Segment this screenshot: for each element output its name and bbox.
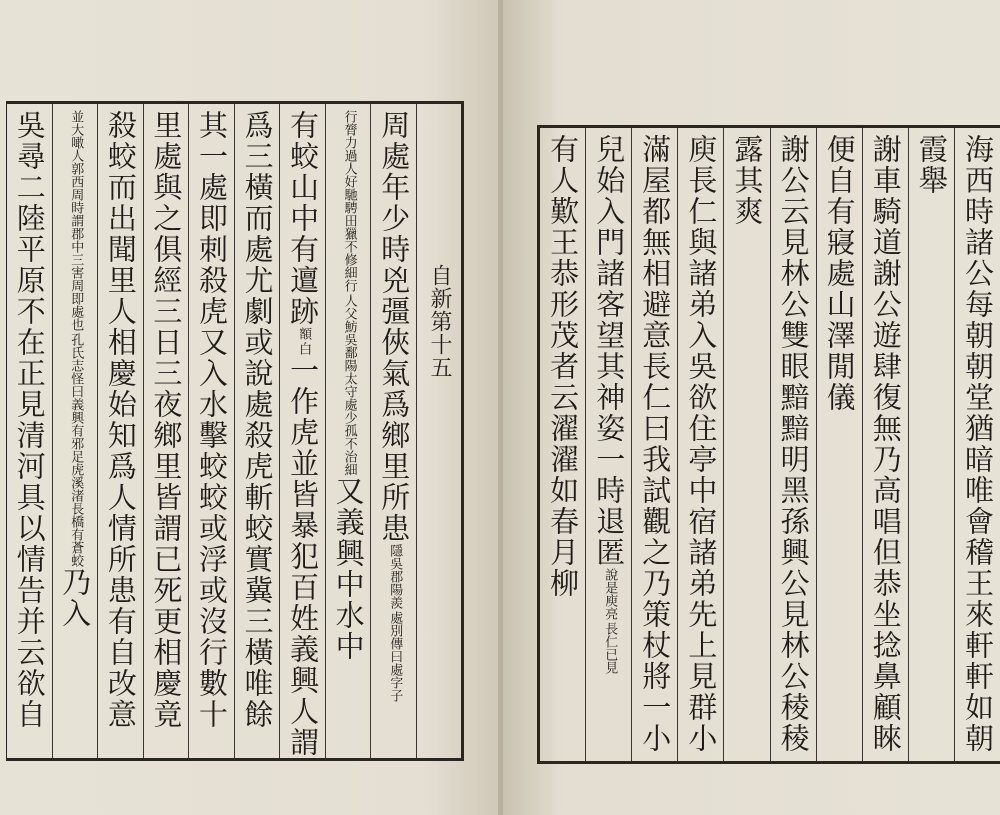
annotation: 白 額 [296,327,312,355]
right-page [503,0,1000,815]
main-text: 露其爽 [730,134,765,227]
main-text: 庾長仁與諸弟入吳欲住亭中宿諸弟先上見群小 [684,134,719,754]
left-columns [7,104,461,758]
text-column [723,128,769,761]
main-text: 周處年少時兇彊俠氣爲鄉里所患 [377,110,412,544]
text-column [540,128,585,761]
right-columns [540,128,1000,761]
text-column [279,104,325,758]
chapter-heading-column [416,104,461,758]
text-column [816,128,862,761]
main-text: 一作虎並皆暴犯百姓義興人謂 [286,355,321,758]
text-column [370,104,416,758]
main-text: 乃入 [58,567,93,629]
text-column [677,128,723,761]
text-column [52,104,98,758]
main-text: 里處與之俱經三日三夜鄉里皆謂已死更相慶竟 [149,110,184,730]
text-column [862,128,908,761]
main-text: 其一處即刺殺虎又入水擊蛟蛟或浮或沒行數十 [194,110,229,730]
chapter-heading: 自新第十五 [427,264,452,379]
main-text: 吳尋二陸平原不在正見清河具以情告并云欲自 [12,110,47,730]
text-column [585,128,631,761]
text-column [908,128,954,761]
text-column [631,128,677,761]
text-column [234,104,280,758]
text-column [770,128,816,761]
main-text: 謝車騎道謝公遊肆復無乃高唱但恭坐捻鼻顧睞 [868,134,903,754]
main-text: 又義興中水中 [331,476,366,662]
main-text: 兒始入門諸客望其神姿一時退匿 [592,134,627,568]
main-text: 有人歎王恭形茂者云濯濯如春月柳 [546,134,581,599]
annotation: 長仁已見 說是庾亮 [602,568,618,674]
main-text: 有蛟山中有邅跡 [286,110,321,327]
right-text-frame [537,125,1000,764]
text-column [7,104,52,758]
text-column [97,104,143,758]
text-column [143,104,189,758]
annotation: 人父魴吳鄱陽太守處少孤不治細 行膂力過人好馳騁田獵不修細行 [341,110,357,476]
main-text: 便自有寢處山澤閒儀 [822,134,857,413]
main-text: 謝公云見林公雙眼黯黯明黑孫興公見林公稜稜 [776,134,811,754]
left-text-frame [6,101,464,761]
main-text: 滿屋都無相避意長仁曰我試觀之乃策杖將一小 [638,134,673,754]
main-text: 海西時諸公每朝朝堂猶暗唯會稽王來軒軒如朝 [960,134,995,754]
annotation: 孔氏志怪曰義興有邪足虎溪渚長橋有蒼蛟 並大噉人郭西周時謂郡中三害周即處也 [68,110,84,567]
text-column [325,104,371,758]
main-text: 爲三橫而處尤劇或說處殺虎斬蛟實冀三橫唯餘 [240,110,275,730]
text-column [954,128,1000,761]
main-text: 殺蛟而出聞里人相慶始知爲人情所患有自改意 [103,110,138,730]
annotation: 處別傳曰處字子 隱吳郡陽羨 [387,544,403,702]
main-text: 霞舉 [914,134,949,196]
text-column [188,104,234,758]
